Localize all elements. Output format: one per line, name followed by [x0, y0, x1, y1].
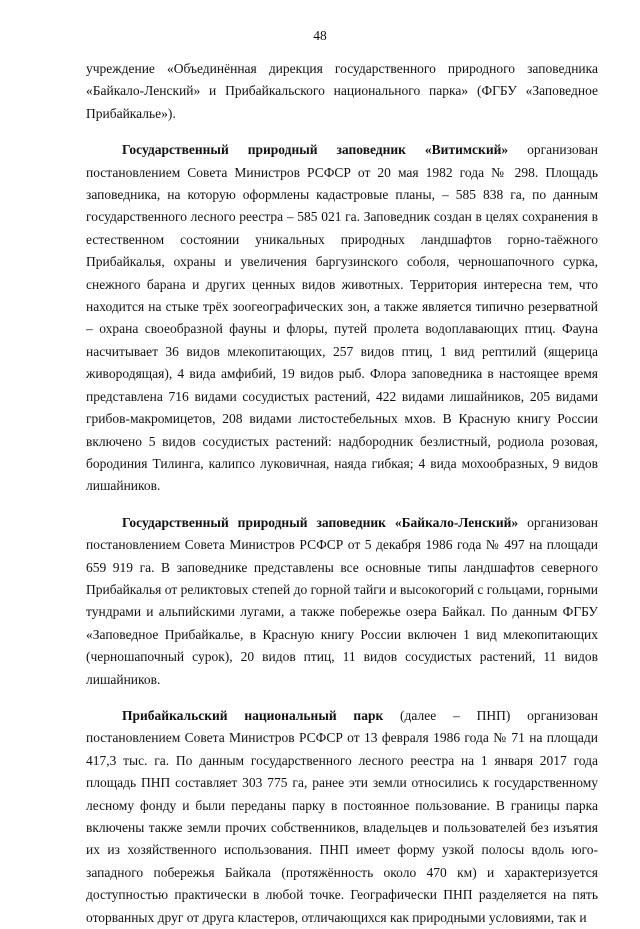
- paragraph-intro-continuation: учреждение «Объединённая дирекция государственного природного заповедника «Байкало-Ленский» и Прибайкальского национального парка» (ФГБУ «Заповедное Прибайкалье»).: [86, 61, 598, 121]
- paragraph-pribaikalsky-park: [86, 705, 598, 929]
- paragraph-baikal-lena-text: организован постановлением Совета Министров РСФСР от 5 декабря 1986 года № 497 на площади 659 919 га. В заповеднике представлены все основные типы ландшафтов северного Прибайкалья от реликтовых степей до горной тайги и высокогорий с гольцами, горными тундрами и альпийскими лугами, а также побережье озера Байкал. По данным ФГБУ «Заповедное Прибайкалье, в Красную книгу России включен 1 вид млекопитающих (черношапочный сурок), 20 видов птиц, 11 видов сосудистых растений, 11 видов лишайников.: [86, 514, 598, 687]
- heading-pribaikalsky-park: Прибайкальский национальный парк: [122, 707, 384, 723]
- paragraph-vitimsky-reserve: [86, 139, 598, 498]
- heading-baikal-lena-reserve: Государственный природный заповедник «Байкало-Ленский»: [122, 514, 519, 530]
- paragraph-pribaikalsky-text: (далее – ПНП) организован постановлением Совета Министров РСФСР от 13 февраля 1986 года № 71 на площади 417,3 тыс. га. По данным государственного лесного реестра на 1 января 2017 года площадь ПНП составляет 303 775 га, ранее эти земли относились к государственному лесному фонду и были переданы парку в постоянное пользование. В границы парка включены также земли прочих собственников, владельцев и пользователей без изъятия их из хозяйственного использования. ПНП имеет форму узкой полосы вдоль юго-западного побережья Байкала (протяжённость около 470 км) и характеризуется доступностью практически в любой точке. Географически ПНП разделяется на пять оторванных друг от друга кластеров, отличающихся как природными условиями, так и: [86, 707, 599, 925]
- heading-vitimsky-reserve: Государственный природный заповедник «Витимский»: [122, 142, 509, 158]
- paragraph-baikal-lena-reserve: [86, 512, 598, 691]
- paragraph-vitimsky-text: организован постановлением Совета Министров РСФСР от 20 мая 1982 года № 298. Площадь заповедника, на которую оформлены кадастровые планы, – 585 838 га, по данным государственного лесного реестра – 585 021 га. Заповедник создан в целях сохранения в естественном состоянии уникальных природных ландшафтов горно-таёжного Прибайкалья, охраны и увеличения баргузинского соболя, черношапочного сурка, снежного барана и других ценных видов животных. Территория интересна тем, что находится на стыке трёх зоогеографических зон, а также является типично резерватной – охрана своеобразной фауны и флоры, путей пролета водоплавающих птиц. Фауна насчитывает 36 видов млекопитающих, 257 видов птиц, 1 вид рептилий (ящерица живородящая), 4 вида амфибий, 19 видов рыб. Флора заповедника в настоящее время представлена 716 видами сосудистых растений, 422 видами лишайников, 205 видами грибов-макромицетов, 208 видами листостебельных мхов. В Красную книгу России включено 5 видов сосудистых растений: надбородник безлистный, родиола розовая, бородиния Тилинга, калипсо луковичная, наяда гибкая; 4 вида мохообразных, 9 видов лишайников.: [86, 142, 598, 494]
- page-number: 48: [313, 28, 327, 43]
- document-body: [86, 58, 598, 929]
